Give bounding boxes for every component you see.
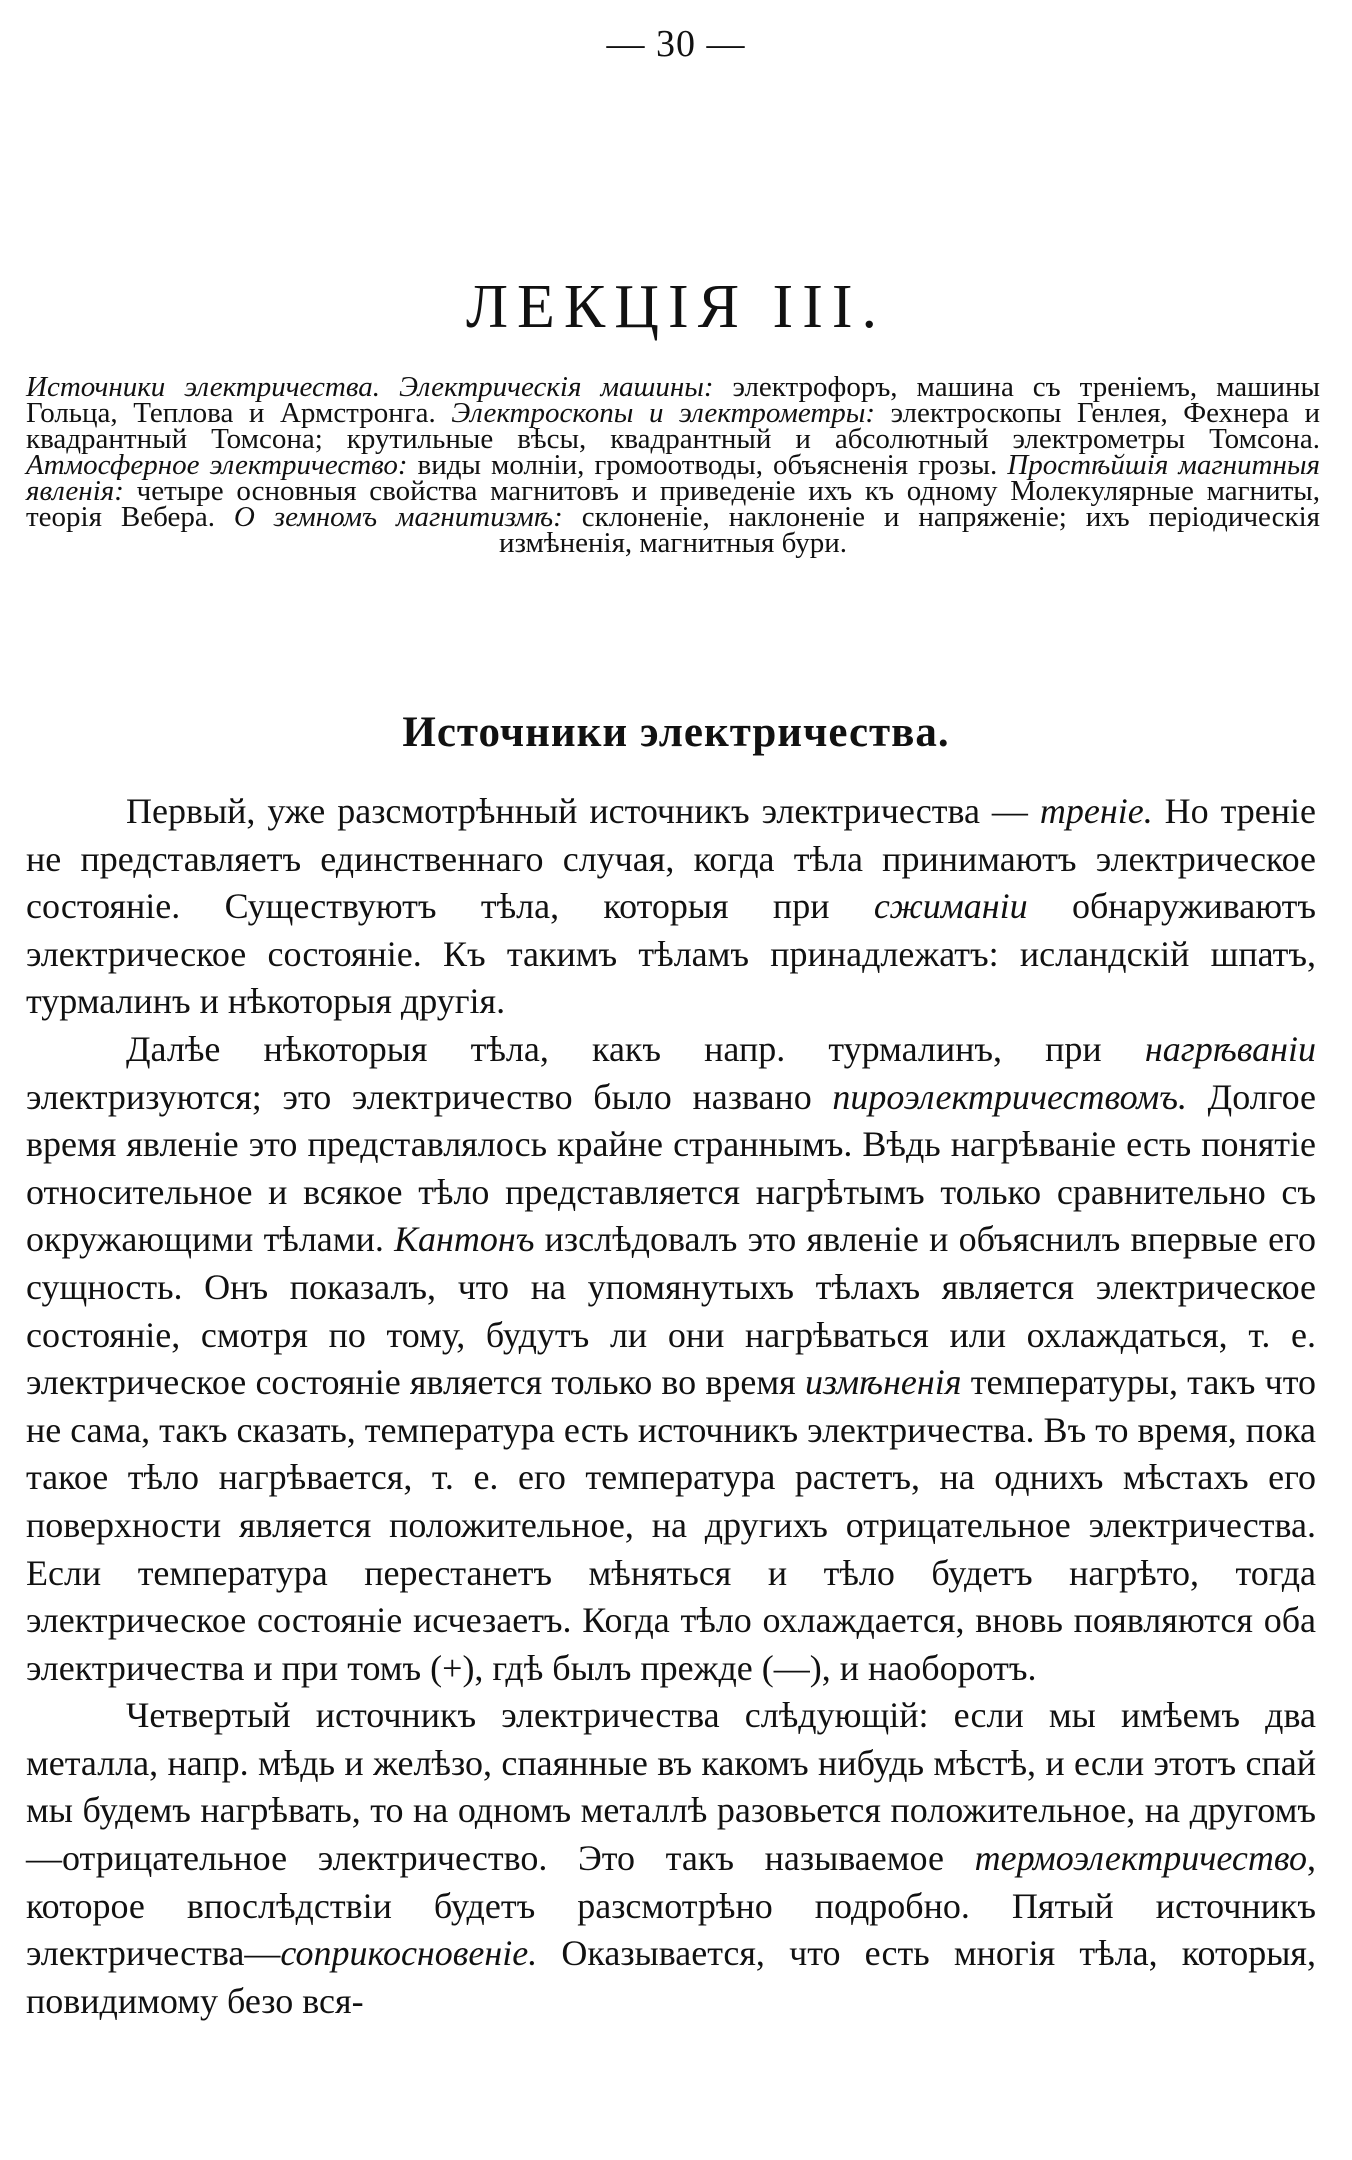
summary-text: четыре основныя свойства магнитовъ и приведеніе ихъ къ одному Молекулярные магниты, теорія Вебера. xyxy=(26,475,1320,533)
paragraph-text: изслѣдовалъ это явленіе и объяснилъ впервые его сущность. Онъ показалъ, что на упомянутыхъ тѣлахъ является электрическое состояніе, смотря по тому, будутъ ли они нагрѣваться или охлаждаться, т. е. электрическое состояніе является только во время xyxy=(26,1219,1317,1403)
summary-text: электрофоръ, машина съ треніемъ, машины Гольца, Теплова и Армстронга. xyxy=(26,371,1320,429)
paragraph-text: обнаруживаютъ электрическое состояніе. Къ такимъ тѣламъ принадлежатъ: исландскій шпатъ, турмалинъ и нѣкоторыя другія. xyxy=(26,886,1316,1022)
paragraph-1 xyxy=(26,788,1316,1026)
paragraph-text: Далѣе нѣкоторыя тѣла, какъ напр. турмалинъ, при xyxy=(126,1028,1145,1069)
paragraph-3 xyxy=(26,1692,1316,2025)
page-number: — 30 — xyxy=(606,23,746,65)
summary-topic: Электрическія машины: xyxy=(399,371,714,403)
summary-topic: Простѣйшія магнитныя явленія: xyxy=(26,449,1320,507)
section-heading: Источники электричества. xyxy=(402,709,950,756)
paragraph-text: , которое впослѣдствіи будетъ разсмотрѣно подробно. Пятый источникъ электричества— xyxy=(26,1838,1316,1974)
paragraph-text: электризуются; это электричество было названо xyxy=(26,1076,833,1117)
summary-text: склоненіе, наклоненіе и напряженіе; ихъ періодическія измѣненія, магнитныя бури. xyxy=(498,501,1320,559)
paragraph-text: Долгое время явленіе это представлялось крайне страннымъ. Вѣдь нагрѣваніе есть понятіе относительное и всякое тѣло представляется нагрѣтымъ только сравнительно съ окружающими тѣлами. xyxy=(26,1076,1316,1260)
emphasis-term: пироэлектричествомъ. xyxy=(832,1076,1187,1117)
emphasis-term: нагрѣваніи xyxy=(1144,1028,1316,1069)
paragraph-text: Но треніе не представляетъ единственнаго случая, когда тѣла принимаютъ электрическое состояніе. Существуютъ тѣла, которыя при xyxy=(26,791,1316,927)
emphasis-term: треніе. xyxy=(1039,791,1153,831)
summary-topic: Источники электричества. xyxy=(26,371,380,403)
summary-topic: О земномъ магнитизмѣ: xyxy=(233,501,563,533)
paragraph-text: Четвертый источникъ электричества слѣдующій: если мы имѣемъ два металла, напр. мѣдь и желѣзо, спаянные въ какомъ нибудь мѣстѣ, и если этотъ спай мы будемъ нагрѣвать, то на одномъ металлѣ разовьется положительное, на другомъ—отрицательное электричество. Это такъ называемое xyxy=(26,1695,1316,1879)
summary-text: виды молніи, громоотводы, объясненія грозы. xyxy=(407,449,1008,481)
paragraph-text: температуры, такъ что не сама, такъ сказать, температура есть источникъ электричества. Въ то время, пока такое тѣло нагрѣвается, т. е. его температура растетъ, на однихъ мѣстахъ его поверхности является положительное, на другихъ отрицательное электричества. Если температура перестанетъ мѣняться и тѣло будетъ нагрѣто, тогда электрическое состояніе исчезаетъ. Когда тѣло охлаждается, вновь появляются оба электричества и при томъ (+), гдѣ былъ прежде (—), и наоборотъ. xyxy=(26,1362,1316,1688)
summary-topic: Атмосферное электричество: xyxy=(26,449,408,481)
paragraph-2 xyxy=(26,1026,1316,1692)
summary-topic: Электроскопы и электрометры: xyxy=(451,397,876,429)
emphasis-name: Кантонъ xyxy=(394,1219,535,1260)
emphasis-term: сжиманіи xyxy=(873,886,1028,927)
emphasis-term: термоэлектричество xyxy=(974,1838,1307,1879)
paragraph-text: Первый, уже разсмотрѣнный источникъ электричества — xyxy=(126,791,1040,831)
summary-text: электроскопы Генлея, Фехнера и квадрантный Томсона; крутильные вѣсы, квадрантный и абсолютный электрометры Томсона. xyxy=(26,397,1320,455)
lecture-summary xyxy=(26,371,1320,559)
body-text xyxy=(26,788,1316,2025)
emphasis-term: соприкосновеніе. xyxy=(280,1933,538,1974)
lecture-title: ЛЕКЦІЯ III. xyxy=(466,273,886,341)
paragraph-text: Оказывается, что есть многія тѣла, которыя, повидимому безо вся- xyxy=(26,1933,1316,2021)
emphasis-term: измѣненія xyxy=(804,1362,962,1403)
